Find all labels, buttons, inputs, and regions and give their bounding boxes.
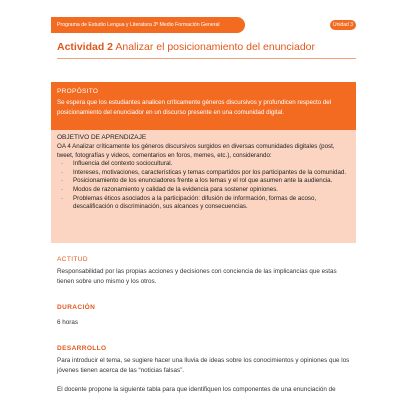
activity-name: Analizar el posicionamiento del enunciador: [115, 41, 315, 53]
objective-item: · Posicionamiento de los enunciadores frente a los temas y el rol que asumen ante la audiencia.: [57, 177, 350, 186]
duration-label: DURACIÓN: [57, 304, 96, 311]
purpose-box: [51, 82, 356, 130]
unit-badge: Unidad 3: [330, 20, 356, 30]
objective-item: · Influencia del contexto sociocultural.: [57, 160, 350, 169]
objective-oa-text: OA 4 Analizar críticamente los géneros discursivos surgidos en diversas comunidades digitales (post, tweet, fotografías y videos, comentarios en foros, memes, etc.), considerando:: [57, 143, 335, 159]
development-text-1: Para introducir el tema, se sugiere hacer una lluvia de ideas sobre los conocimientos y opiniones que los jóvenes tienen acerca de las “noticias falsas”.: [57, 357, 350, 374]
development-text-2: El docente propone la siguiente tabla para que identifiquen los componentes de una enunciación de: [57, 386, 336, 393]
attitude-text: Responsabilidad por las propias acciones y decisiones con conciencia de las implicancias que estas tienen sobre uno mismo y los otros.: [57, 268, 337, 285]
objective-box: [51, 130, 356, 243]
objective-label: OBJETIVO DE APRENDIZAJE: [57, 134, 147, 141]
title-divider: [57, 58, 356, 59]
objective-item: · Modos de razonamiento y calidad de la evidencia para sostener opiniones.: [57, 186, 350, 195]
objective-item: · Intereses, motivaciones, características y temas compartidos por los participantes de la comunidad.: [57, 169, 350, 178]
attitude-label: ACTITUD: [57, 256, 88, 263]
program-header: Programa de Estudio Lengua y Literatura 3º Medio Formación General: [51, 17, 245, 33]
duration-text: 6 horas: [57, 319, 79, 326]
purpose-label: PROPÓSITO: [57, 88, 99, 95]
development-label: DESARROLLO: [57, 345, 107, 352]
activity-title: [57, 41, 315, 53]
activity-number: Actividad 2: [57, 41, 114, 53]
objective-list: [57, 160, 350, 212]
purpose-text: Se espera que los estudiantes analicen críticamente géneros discursivos y profundicen respecto del posicionamiento del enunciador en un discurso presente en una comunidad digital.: [57, 99, 332, 116]
objective-item: · Problemas éticos asociados a la participación: difusión de información, formas de acoso, descalificación o discriminación, sus alcances y consecuencias.: [57, 195, 350, 212]
